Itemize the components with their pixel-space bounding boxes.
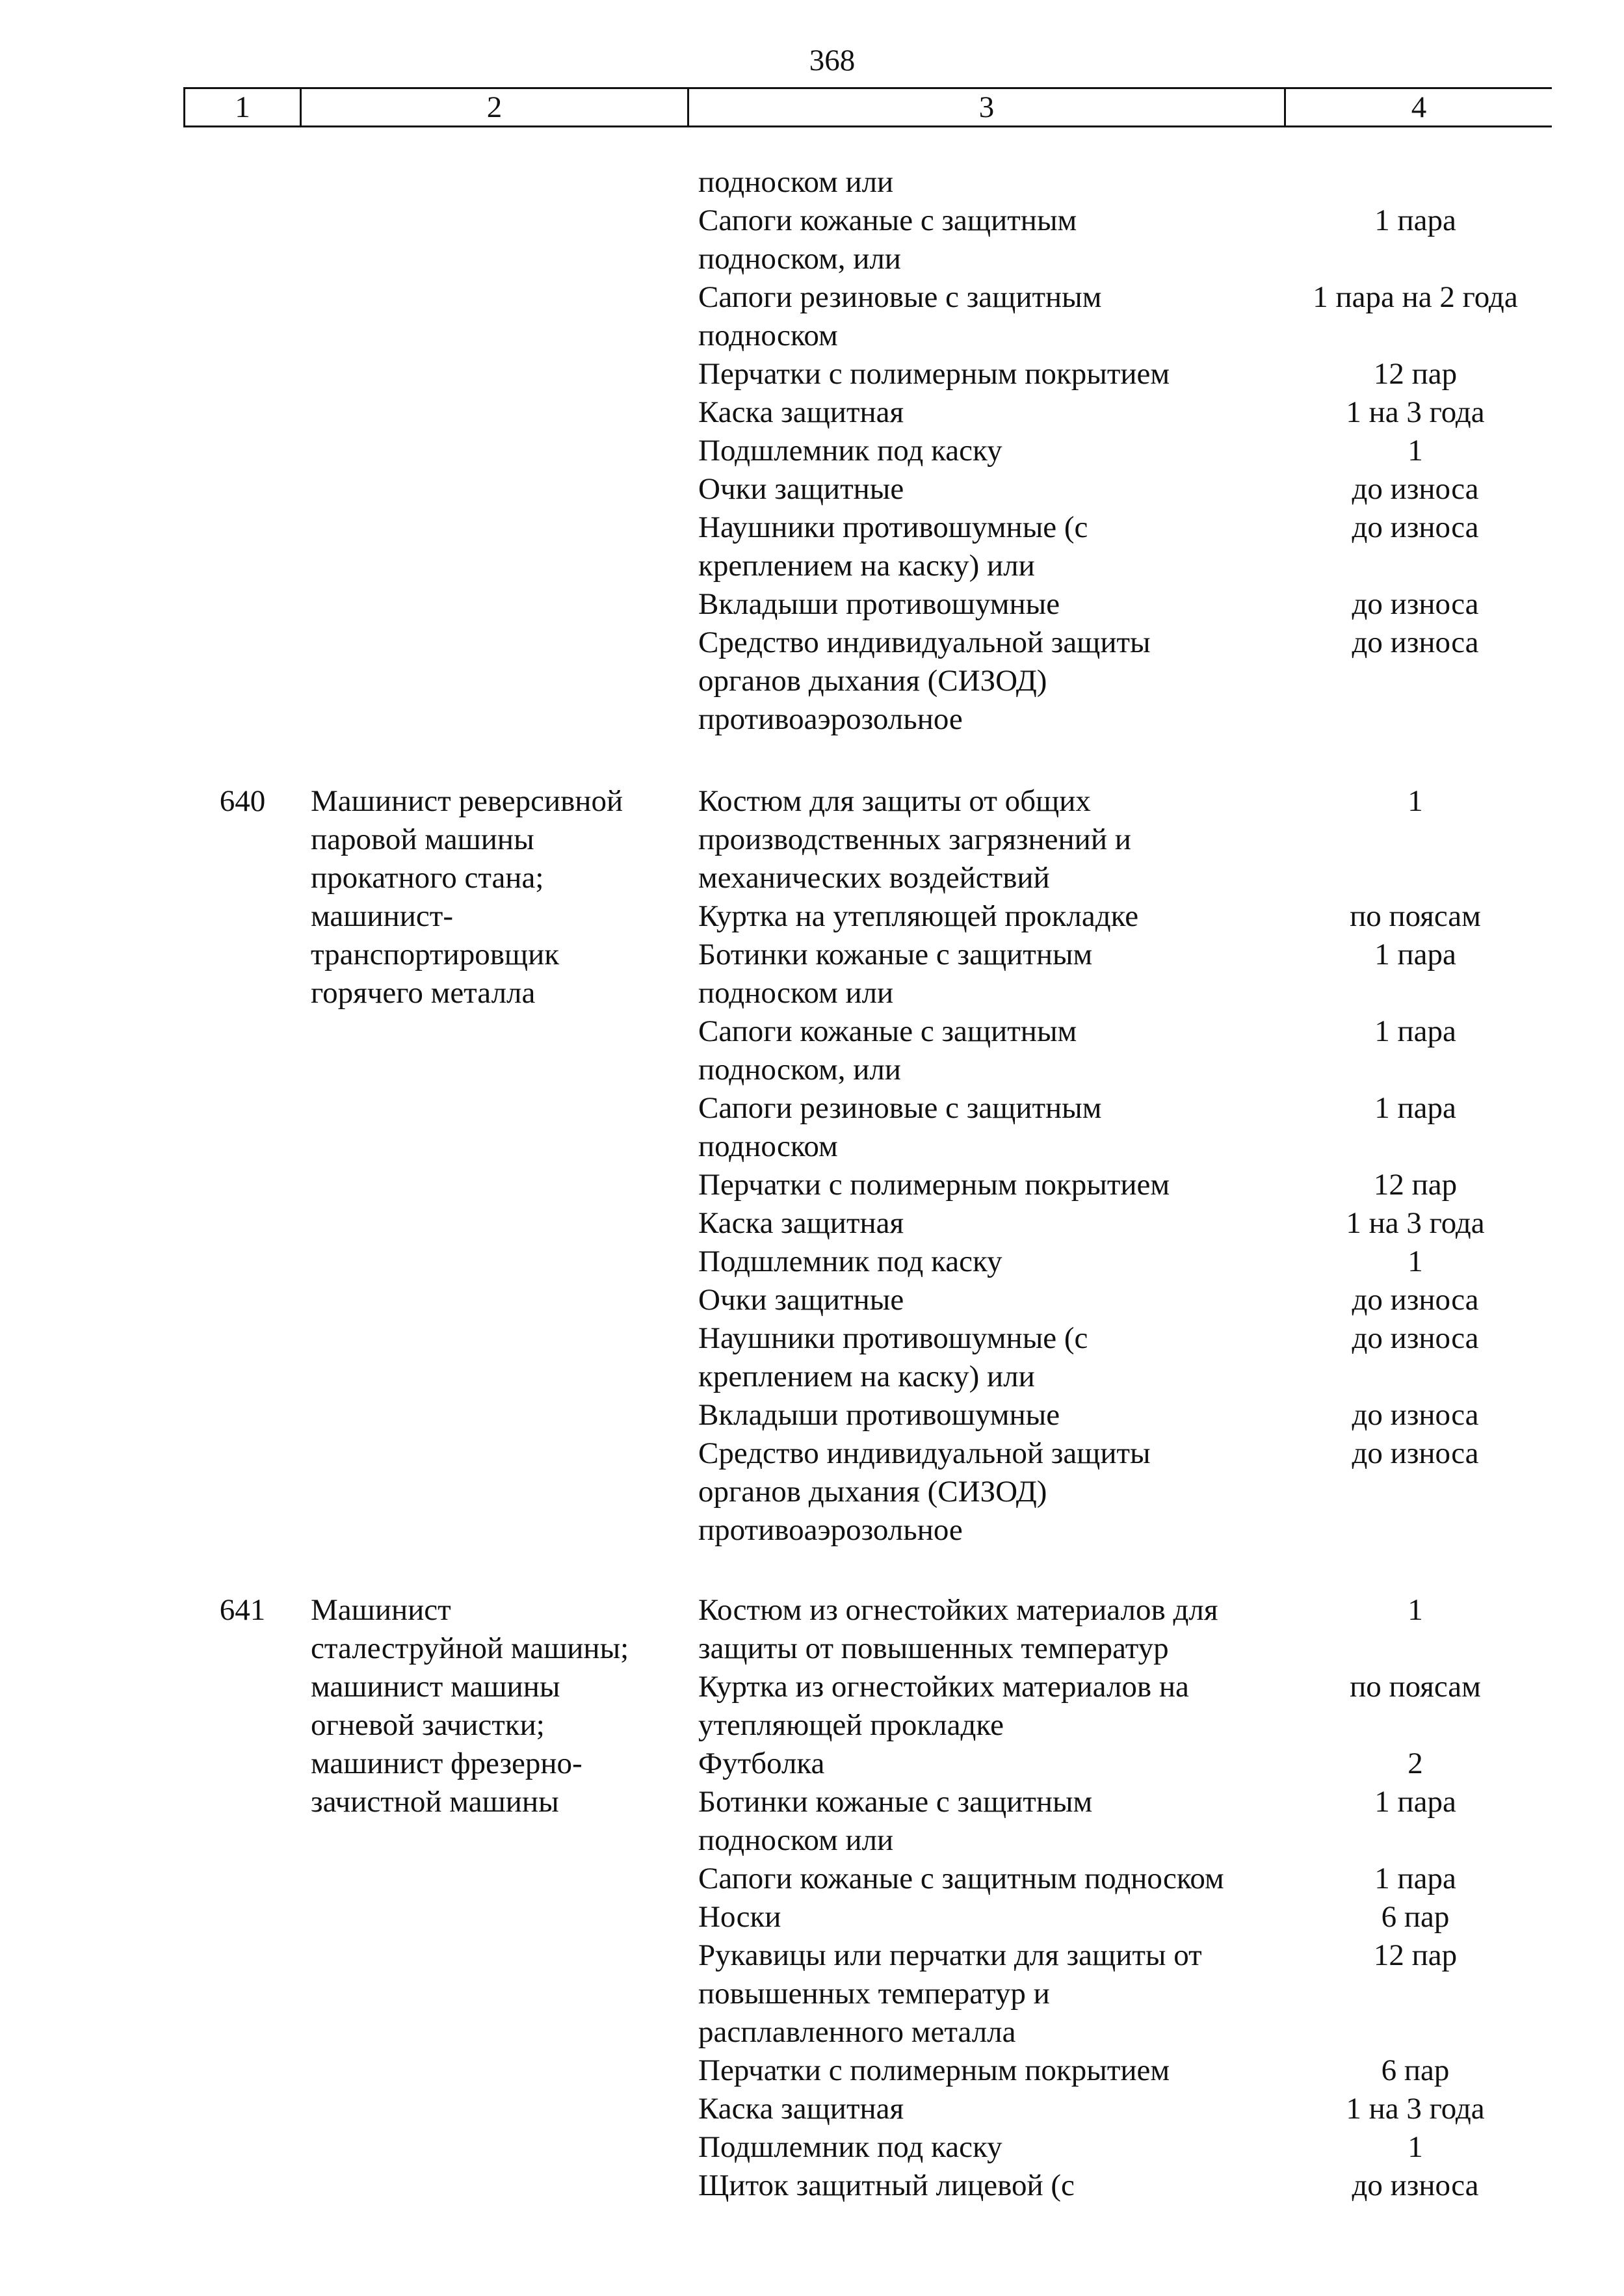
ppe-item-norm: 1 bbox=[1408, 434, 1423, 468]
job-title: Машинист реверсивной паровой машины прокатного стана; машинист- транспортировщик горячего металла bbox=[311, 784, 623, 1010]
column-header-4: 4 bbox=[1411, 90, 1427, 124]
ppe-item-name: Каска защитная bbox=[698, 1206, 904, 1240]
ppe-item-row bbox=[698, 1936, 1556, 2052]
ppe-item-norm: 1 на 3 года bbox=[1346, 1206, 1485, 1240]
entry-number: 641 bbox=[219, 1593, 266, 1627]
ppe-item-row bbox=[698, 1668, 1556, 1745]
ppe-item-norm: до износа bbox=[1352, 1436, 1479, 1470]
ppe-item-norm: до износа bbox=[1352, 472, 1479, 506]
ppe-item-norm: 1 пара bbox=[1374, 1785, 1456, 1819]
ppe-item-list bbox=[698, 1591, 1556, 2205]
ppe-item-row bbox=[698, 782, 1556, 897]
ppe-item-name: Каска защитная bbox=[698, 2092, 904, 2126]
ppe-item-row bbox=[698, 624, 1556, 739]
ppe-item-row bbox=[698, 1898, 1556, 1936]
ppe-item-name: Вкладыши противошумные bbox=[698, 587, 1060, 621]
ppe-item-row bbox=[698, 1591, 1556, 1668]
ppe-item-name: Футболка bbox=[698, 1747, 825, 1780]
ppe-item-name: Рукавицы или перчатки для защиты от повышенных температур и расплавленного металла bbox=[698, 1938, 1202, 2049]
ppe-item-name: Перчатки с полимерным покрытием bbox=[698, 2053, 1170, 2087]
ppe-item-name: Средство индивидуальной защиты органов дыхания (СИЗОД) противоаэрозольное bbox=[698, 1436, 1151, 1547]
ppe-item-name: Подшлемник под каску bbox=[698, 434, 1002, 468]
ppe-item-norm: 1 на 3 года bbox=[1346, 2092, 1485, 2126]
ppe-item-row bbox=[698, 393, 1556, 432]
ppe-item-list bbox=[698, 163, 1556, 739]
ppe-item-name: Перчатки с полимерным покрытием bbox=[698, 1168, 1170, 1202]
ppe-item-row bbox=[698, 2052, 1556, 2090]
ppe-item-row bbox=[698, 2090, 1556, 2128]
ppe-item-name: Щиток защитный лицевой (с bbox=[698, 2169, 1075, 2202]
column-header-1: 1 bbox=[183, 89, 302, 125]
ppe-item-norm: 1 bbox=[1408, 2130, 1423, 2164]
ppe-item-norm: 6 пар bbox=[1381, 1900, 1450, 1934]
ppe-item-row bbox=[698, 1860, 1556, 1898]
ppe-item-row bbox=[698, 1783, 1556, 1860]
ppe-item-row bbox=[698, 508, 1556, 585]
ppe-item-norm: до износа bbox=[1352, 2169, 1479, 2202]
ppe-item-name: Сапоги резиновые с защитным подноском bbox=[698, 1091, 1102, 1163]
ppe-item-row bbox=[698, 2167, 1556, 2205]
ppe-item-norm: 12 пар bbox=[1373, 1938, 1458, 1972]
ppe-item-row bbox=[698, 1396, 1556, 1434]
ppe-item-norm: по поясам bbox=[1350, 899, 1481, 933]
ppe-item-row bbox=[698, 470, 1556, 508]
ppe-item-norm: до износа bbox=[1352, 587, 1479, 621]
ppe-item-name: Вкладыши противошумные bbox=[698, 1398, 1060, 1432]
ppe-item-row bbox=[698, 1204, 1556, 1243]
ppe-item-name: Носки bbox=[698, 1900, 781, 1934]
ppe-item-name: Каска защитная bbox=[698, 395, 904, 429]
ppe-item-norm: до износа bbox=[1352, 510, 1479, 544]
ppe-item-name: Наушники противошумные (с креплением на каску) или bbox=[698, 1321, 1088, 1393]
ppe-item-row bbox=[698, 1012, 1556, 1089]
ppe-item-name: Очки защитные bbox=[698, 472, 904, 506]
job-title: Машинист сталеструйной машины; машинист машины огневой зачистки; машинист фрезерно- зачистной машины bbox=[311, 1593, 629, 1819]
ppe-item-norm: 1 bbox=[1408, 1593, 1423, 1627]
ppe-item-norm: 6 пар bbox=[1381, 2053, 1450, 2087]
ppe-item-row bbox=[698, 1319, 1556, 1396]
ppe-item-row bbox=[698, 1434, 1556, 1550]
ppe-item-name: Наушники противошумные (с креплением на каску) или bbox=[698, 510, 1088, 583]
ppe-item-list bbox=[698, 782, 1556, 1550]
ppe-item-norm: до износа bbox=[1352, 1398, 1479, 1432]
ppe-item-row bbox=[698, 355, 1556, 393]
column-header-3: 3 bbox=[689, 89, 1286, 125]
ppe-item-row bbox=[698, 897, 1556, 936]
ppe-item-name: Подшлемник под каску bbox=[698, 1245, 1002, 1278]
ppe-item-norm: 1 bbox=[1408, 784, 1423, 818]
ppe-item-row bbox=[698, 1166, 1556, 1204]
ppe-item-norm: 1 пара bbox=[1374, 1014, 1456, 1048]
ppe-item-norm: 12 пар bbox=[1373, 357, 1458, 391]
ppe-item-norm: 1 пара bbox=[1374, 1091, 1456, 1125]
ppe-item-name: Куртка на утепляющей прокладке bbox=[698, 899, 1139, 933]
ppe-item-row bbox=[698, 1745, 1556, 1783]
ppe-item-name: Ботинки кожаные с защитным подноском или bbox=[698, 938, 1093, 1010]
column-header-row bbox=[183, 87, 1552, 127]
ppe-item-row bbox=[698, 1243, 1556, 1281]
ppe-item-norm: 1 пара на 2 года bbox=[1313, 280, 1518, 314]
ppe-item-name: Перчатки с полимерным покрытием bbox=[698, 357, 1170, 391]
ppe-item-name: Костюм для защиты от общих производственных загрязнений и механических воздействий bbox=[698, 784, 1131, 895]
page-number: 368 bbox=[809, 44, 856, 77]
ppe-item-row bbox=[698, 432, 1556, 470]
ppe-item-name: подноском или bbox=[698, 165, 894, 199]
ppe-item-row bbox=[698, 278, 1556, 355]
ppe-item-row bbox=[698, 1281, 1556, 1319]
ppe-item-name: Подшлемник под каску bbox=[698, 2130, 1002, 2164]
column-header-2: 2 bbox=[302, 89, 689, 125]
ppe-item-norm: 1 на 3 года bbox=[1346, 395, 1485, 429]
ppe-item-name: Очки защитные bbox=[698, 1283, 904, 1317]
ppe-item-norm: по поясам bbox=[1350, 1670, 1481, 1704]
ppe-item-row bbox=[698, 202, 1556, 278]
entry-number: 640 bbox=[219, 784, 266, 818]
ppe-item-norm: 1 пара bbox=[1374, 1862, 1456, 1895]
ppe-item-name: Костюм из огнестойких материалов для защиты от повышенных температур bbox=[698, 1593, 1218, 1665]
ppe-item-name: Куртка из огнестойких материалов на утепляющей прокладке bbox=[698, 1670, 1189, 1742]
ppe-item-row bbox=[698, 1089, 1556, 1166]
ppe-item-norm: 1 пара bbox=[1374, 938, 1456, 971]
ppe-item-norm: до износа bbox=[1352, 1283, 1479, 1317]
ppe-item-name: Ботинки кожаные с защитным подноском или bbox=[698, 1785, 1093, 1857]
ppe-item-name: Сапоги кожаные с защитным подноском, или bbox=[698, 1014, 1077, 1087]
ppe-item-row bbox=[698, 163, 1556, 202]
ppe-item-norm: 2 bbox=[1408, 1747, 1423, 1780]
ppe-item-name: Сапоги кожаные с защитным подноском, или bbox=[698, 204, 1077, 276]
ppe-item-row bbox=[698, 585, 1556, 624]
ppe-item-norm: 1 пара bbox=[1374, 204, 1456, 237]
ppe-item-norm: до износа bbox=[1352, 1321, 1479, 1355]
ppe-item-row bbox=[698, 936, 1556, 1012]
ppe-item-norm: 1 bbox=[1408, 1245, 1423, 1278]
ppe-item-name: Сапоги резиновые с защитным подноском bbox=[698, 280, 1102, 352]
ppe-item-name: Сапоги кожаные с защитным подноском bbox=[698, 1862, 1224, 1895]
ppe-item-row bbox=[698, 2128, 1556, 2167]
ppe-item-norm: до износа bbox=[1352, 626, 1479, 659]
ppe-item-norm: 12 пар bbox=[1373, 1168, 1458, 1202]
ppe-item-name: Средство индивидуальной защиты органов дыхания (СИЗОД) противоаэрозольное bbox=[698, 626, 1151, 736]
